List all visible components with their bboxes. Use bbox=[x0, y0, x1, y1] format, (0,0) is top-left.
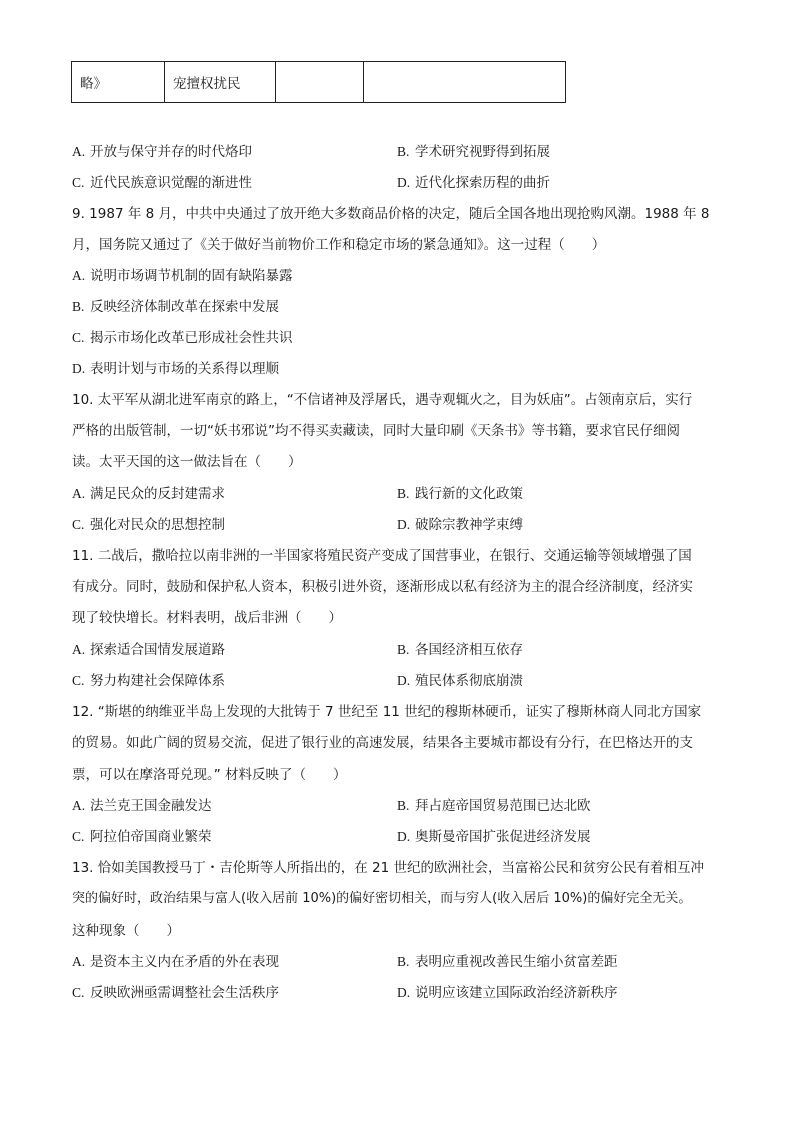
material-table-fragment bbox=[71, 61, 566, 103]
table-cell bbox=[364, 62, 566, 103]
q9-option-b: B. 反映经济体制改革在探索中发展 bbox=[72, 299, 279, 315]
q13-option-b: B. 表明应重视改善民生缩小贫富差距 bbox=[397, 954, 618, 970]
q8-option-d: D. 近代化探索历程的曲折 bbox=[397, 175, 550, 191]
q10-option-d: D. 破除宗教神学束缚 bbox=[397, 517, 523, 533]
q13-option-a: A. 是资本主义内在矛盾的外在表现 bbox=[72, 954, 279, 970]
q8-option-b: B. 学术研究视野得到拓展 bbox=[397, 144, 550, 160]
q10-option-b: B. 践行新的文化政策 bbox=[397, 486, 523, 502]
q9-option-a: A. 说明市场调节机制的固有缺陷暴露 bbox=[72, 268, 293, 284]
q8-option-c: C. 近代民族意识觉醒的渐进性 bbox=[72, 175, 252, 191]
q9-option-d: D. 表明计划与市场的关系得以理顺 bbox=[72, 361, 279, 377]
q9-stem-line: 9. 1987 年 8 月，中共中央通过了放开绝大多数商品价格的决定，随后全国各地出现抢购风潮。1988 年 8 bbox=[72, 206, 710, 222]
q12-option-a: A. 法兰克王国金融发达 bbox=[72, 798, 212, 814]
q11-option-c: C. 努力构建社会保障体系 bbox=[72, 673, 225, 689]
q12-option-b: B. 拜占庭帝国贸易范围已达北欧 bbox=[397, 798, 591, 814]
q13-option-c: C. 反映欧洲亟需调整社会生活秩序 bbox=[72, 985, 279, 1001]
q11-option-a: A. 探索适合国情发展道路 bbox=[72, 642, 225, 658]
q12-stem-line: 12. “斯堪的纳维亚半岛上发现的大批铸于 7 世纪至 11 世纪的穆斯林硬币，证实了穆斯林商人同北方国家 bbox=[72, 704, 702, 720]
q13-stem-line: 突的偏好时，政治结果与富人(收入居前 10%)的偏好密切相关，而与穷人(收入居后 10%)的偏好完全无关。 bbox=[72, 891, 692, 906]
q12-option-c: C. 阿拉伯帝国商业繁荣 bbox=[72, 829, 212, 845]
q12-stem-line: 票，可以在摩洛哥兑现。” 材料反映了（ ） bbox=[72, 767, 347, 783]
q11-stem-line: 现了较快增长。材料表明，战后非洲（ ） bbox=[72, 610, 342, 626]
q12-stem-line: 的贸易。如此广阔的贸易交流，促进了银行业的高速发展，结果各主要城市都设有分行，在巴格达开的支 bbox=[72, 735, 693, 751]
q11-stem-line: 有成分。同时，鼓励和保护私人资本，积极引进外资，逐渐形成以私有经济为主的混合经济制度，经济实 bbox=[72, 579, 693, 595]
table-cell: 略》 bbox=[72, 62, 165, 103]
q11-option-d: D. 殖民体系彻底崩溃 bbox=[397, 673, 523, 689]
q10-stem-line: 读。太平天国的这一做法旨在（ ） bbox=[72, 454, 302, 470]
q13-stem-line: 这种现象（ ） bbox=[72, 923, 180, 939]
q10-option-a: A. 满足民众的反封建需求 bbox=[72, 486, 225, 502]
q11-stem-line: 11. 二战后，撒哈拉以南非洲的一半国家将殖民资产变成了国营事业，在银行、交通运输等领域增强了国 bbox=[72, 548, 692, 564]
q9-stem-line: 月，国务院又通过了《关于做好当前物价工作和稳定市场的紧急通知》。这一过程（ ） bbox=[72, 237, 606, 253]
q9-option-c: C. 揭示市场化改革已形成社会性共识 bbox=[72, 330, 293, 346]
table-cell bbox=[276, 62, 364, 103]
q10-option-c: C. 强化对民众的思想控制 bbox=[72, 517, 225, 533]
q11-option-b: B. 各国经济相互依存 bbox=[397, 642, 523, 658]
table-cell: 宠擅权扰民 bbox=[165, 62, 276, 103]
q13-stem-line: 13. 恰如美国教授马丁・吉伦斯等人所指出的，在 21 世纪的欧洲社会，当富裕公民和贫穷公民有着相互冲 bbox=[72, 860, 705, 876]
q8-option-a: A. 开放与保守并存的时代烙印 bbox=[72, 144, 252, 160]
q10-stem-line: 10. 太平军从湖北进军南京的路上，“不信诸神及浮屠氏，遇寺观辄火之，目为妖庙”。占领南京后，实行 bbox=[72, 392, 693, 408]
q12-option-d: D. 奥斯曼帝国扩张促进经济发展 bbox=[397, 829, 591, 845]
q10-stem-line: 严格的出版管制，一切“妖书邪说”均不得买卖藏读，同时大量印刷《天条书》等书籍，要求官民仔细阅 bbox=[72, 423, 680, 439]
q13-option-d: D. 说明应该建立国际政治经济新秩序 bbox=[397, 985, 618, 1001]
table-row bbox=[72, 62, 566, 103]
